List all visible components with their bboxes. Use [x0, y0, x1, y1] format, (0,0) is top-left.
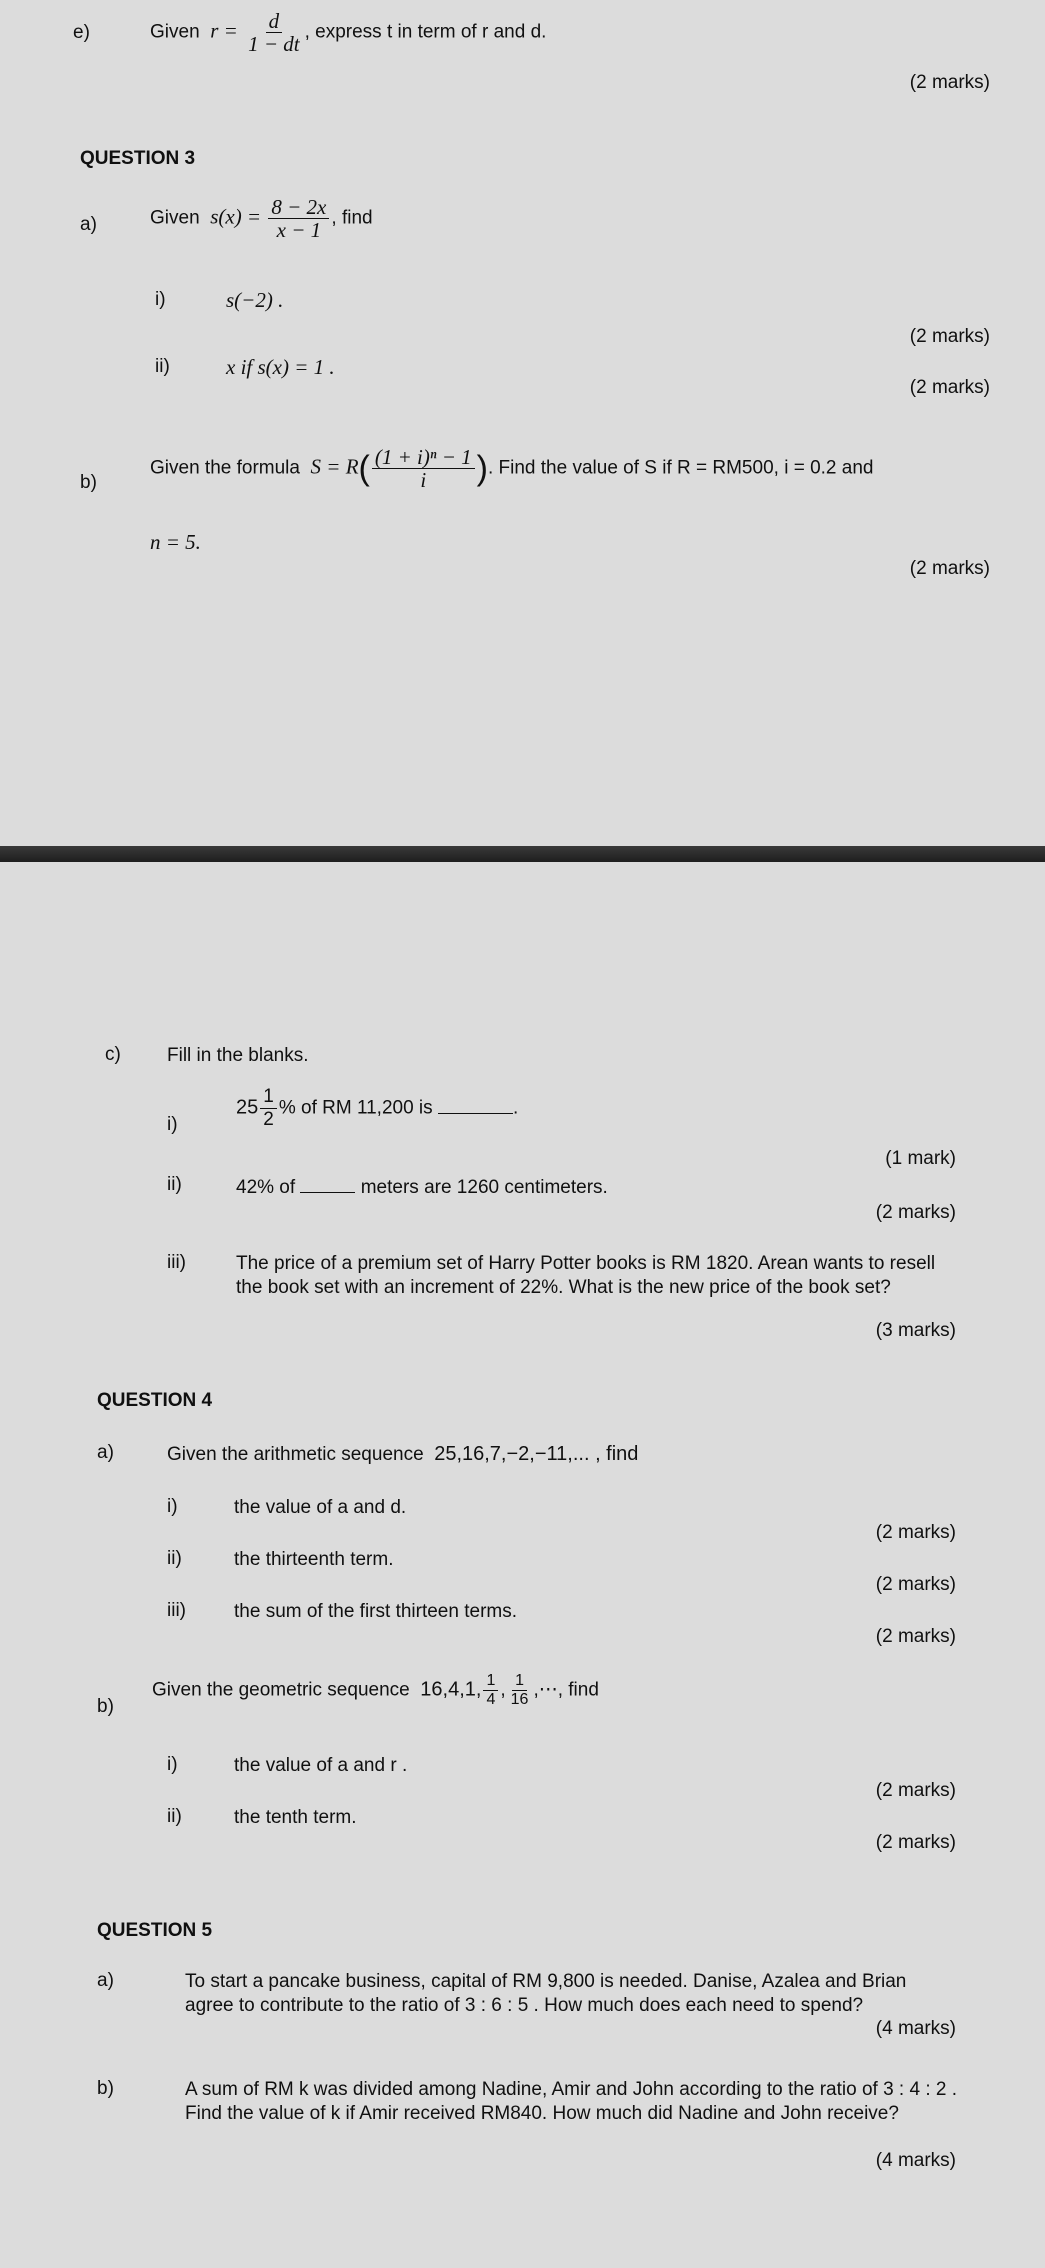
given-word: Given [150, 207, 200, 229]
geometric-sequence: 16,4,1, [420, 1678, 482, 1701]
subpart-4bii-text: the tenth term. [234, 1807, 357, 1828]
part-label-3b: b) [80, 472, 97, 493]
whole-number: 25 [236, 1096, 259, 1119]
equation-lhs: s(x) = [210, 204, 262, 229]
subpart-4ai-text: the value of a and d. [234, 1497, 407, 1518]
numerator: 1 [483, 1672, 498, 1691]
denominator: 1 − dt [248, 32, 300, 56]
subpart-label-4bii: ii) [167, 1806, 182, 1827]
numerator: (1 + i)ⁿ − 1 [372, 446, 475, 469]
end-punctuation: . [512, 1097, 519, 1119]
page-divider [0, 846, 1045, 862]
fraction-one-sixteenth [508, 1672, 532, 1709]
subpart-4aiii-text: the sum of the first thirteen terms. [234, 1601, 517, 1622]
paren-right: ) [476, 449, 488, 488]
denominator: 2 [263, 1109, 274, 1130]
marks-5b: (4 marks) [875, 2150, 956, 2171]
expression: x if s(x) = 1 . [226, 355, 335, 379]
denominator: i [420, 468, 427, 492]
part-c-instruction: Fill in the blanks. [167, 1045, 309, 1066]
subpart-cii-before: 42% of [236, 1177, 296, 1198]
question-4a-lead: Given the arithmetic sequence [167, 1444, 424, 1465]
numerator: 1 [260, 1086, 277, 1109]
subpart-label-ciii: iii) [167, 1252, 186, 1273]
equation-lhs: r = [210, 18, 238, 43]
subpart-ci-text [236, 1086, 518, 1131]
question-5b-text: A sum of RM k was divided among Nadine, Amir and John according to the ratio of 3 : 4 : 2 . Find the value of k if Amir received RM840. How much did Nadine and John receive? [185, 2079, 958, 2124]
marks-cii: (2 marks) [875, 1202, 956, 1223]
marks-5a: (4 marks) [875, 2018, 956, 2039]
question-3a-text [150, 196, 373, 241]
question-5-heading: QUESTION 5 [97, 1920, 213, 1941]
instruction: . Find the value of S if R = RM500, i = 0.2 and [487, 457, 874, 479]
subpart-cii-after: meters are 1260 centimeters. [360, 1177, 608, 1198]
exam-page-bottom [0, 862, 1045, 2268]
subpart-3ai-text [226, 288, 283, 314]
fraction-one-quarter [483, 1672, 498, 1709]
question-4b-lead: Given the geometric sequence [152, 1679, 410, 1701]
numerator: 1 [512, 1672, 527, 1691]
part-label-4b: b) [97, 1696, 114, 1717]
denominator: 16 [510, 1691, 529, 1708]
fraction [245, 10, 303, 55]
instruction: , find [331, 207, 373, 229]
question-4b-text: Given the geometric sequence 16,4,1, $\frac{1}{4}$ , $\frac{1}{16}$ ,⋯, find [152, 1672, 599, 1708]
part-label-5a: a) [97, 1970, 114, 1991]
sequence-end: ,⋯, find [533, 1679, 599, 1701]
subpart-label-ci: i) [167, 1114, 178, 1135]
marks-3ai: (2 marks) [909, 326, 990, 347]
answer-blank[interactable] [438, 1095, 513, 1114]
fraction [372, 446, 475, 491]
subpart-label-4ai: i) [167, 1496, 178, 1517]
subpart-label-4aii: ii) [167, 1548, 182, 1569]
fraction [260, 1086, 277, 1131]
part-label-5b: b) [97, 2078, 114, 2099]
subpart-label-3ai: i) [155, 289, 166, 310]
subpart-4bi-text: the value of a and r . [234, 1755, 408, 1776]
subpart-4aii-text: the thirteenth term. [234, 1549, 394, 1570]
marks-3aii: (2 marks) [909, 377, 990, 398]
question-3b-text [150, 446, 873, 491]
subpart-3aii-text [226, 355, 335, 381]
question-e-instruction: , express t in term of r and d. [304, 21, 547, 43]
equation-lhs: S = R [310, 454, 359, 479]
part-label-4a: a) [97, 1442, 114, 1463]
marks-3b: (2 marks) [909, 558, 990, 579]
exam-page-top [0, 0, 1045, 846]
marks-ciii: (3 marks) [875, 1320, 956, 1341]
numerator: d [266, 10, 283, 33]
subpart-label-4aiii: iii) [167, 1600, 186, 1621]
marks-4aii: (2 marks) [875, 1574, 956, 1595]
subpart-cii-text [236, 1174, 608, 1200]
question-4-heading: QUESTION 4 [97, 1390, 213, 1411]
denominator: 4 [486, 1691, 496, 1708]
subpart-ci-body: % of RM 11,200 is [278, 1097, 433, 1119]
question-e-text [150, 10, 546, 55]
expression: n = 5. [150, 530, 201, 554]
question-label-e: e) [73, 22, 90, 43]
subpart-label-cii: ii) [167, 1174, 182, 1195]
marks-4bi: (2 marks) [875, 1780, 956, 1801]
denominator: x − 1 [276, 218, 322, 242]
marks-4ai: (2 marks) [875, 1522, 956, 1543]
given-formula-text: Given the formula [150, 457, 300, 479]
subpart-label-3aii: ii) [155, 356, 170, 377]
marks-ci: (1 mark) [885, 1148, 956, 1169]
part-label-3a: a) [80, 214, 97, 235]
given-word: Given [150, 21, 200, 43]
question-3-heading: QUESTION 3 [80, 148, 196, 169]
answer-blank[interactable] [300, 1174, 355, 1193]
question-4a-text [167, 1442, 638, 1467]
part-label-c: c) [105, 1044, 121, 1065]
paren-left: ( [358, 449, 370, 488]
marks-4bii: (2 marks) [875, 1832, 956, 1853]
subpart-label-4bi: i) [167, 1754, 178, 1775]
numerator: 8 − 2x [268, 196, 329, 219]
marks-e: (2 marks) [909, 72, 990, 93]
subpart-ciii-text: The price of a premium set of Harry Potter books is RM 1820. Arean wants to resell the book set with an increment of 22%. What is the new price of the book set? [236, 1253, 936, 1298]
arithmetic-sequence: 25,16,7,−2,−11,... , find [434, 1443, 639, 1465]
fraction [268, 196, 329, 241]
question-5a-text: To start a pancake business, capital of RM 9,800 is needed. Danise, Azalea and Brian agree to contribute to the ratio of 3 : 6 : 5 . How much does each need to spend? [185, 1971, 907, 2016]
question-3b-line2 [150, 530, 201, 556]
expression: s(−2) . [226, 288, 284, 312]
marks-4aiii: (2 marks) [875, 1626, 956, 1647]
